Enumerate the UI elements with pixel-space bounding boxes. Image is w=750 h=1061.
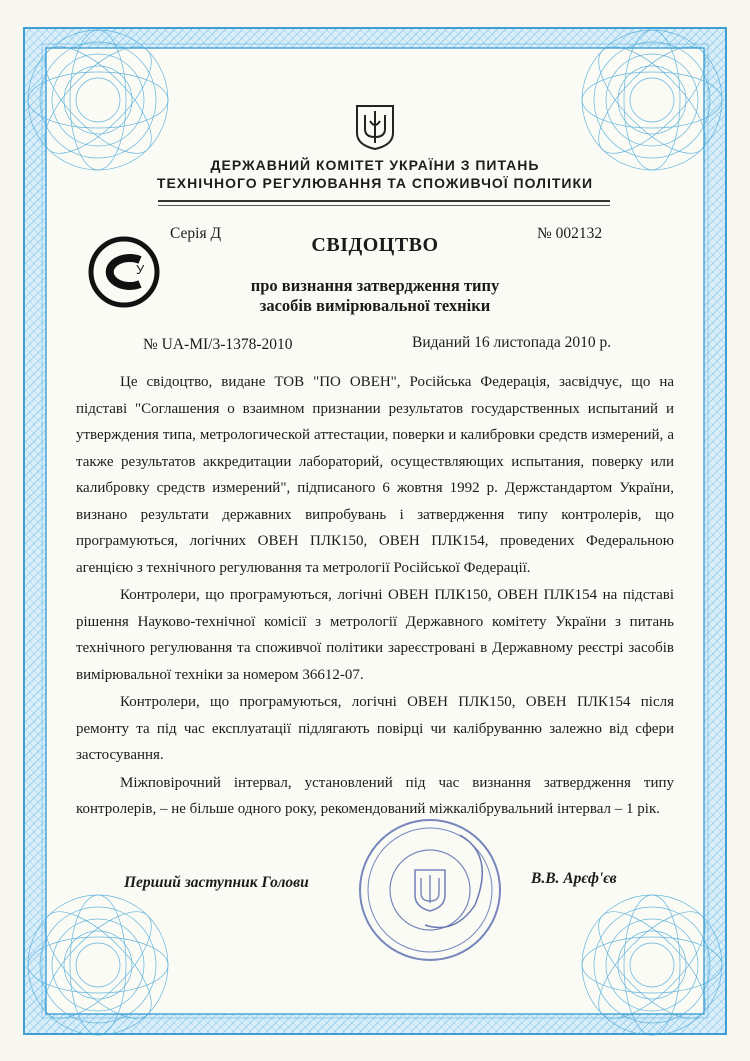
header-line-1: ДЕРЖАВНИЙ КОМІТЕТ УКРАЇНИ З ПИТАНЬ [210,157,540,173]
trident-coat-of-arms-icon [353,103,397,151]
subtitle-line-1: про визнання затвердження типу [250,276,500,295]
certificate-body [76,369,674,823]
paragraph: Це свідоцтво, видане ТОВ "ПО ОВЕН", Російська Федерація, засвідчує, що на підставі "Соглашения о взаимном признании результатов государственных испытаний и утверждения типа, метрологической аттестации, поверки и калибровки средств измерений, а также результатов аккредитации лабораторий, осуществляющих испытания, поверку или калибровку средств измерений", підписаного 6 жовтня 1992 р. Держстандартом України, визнано результати державних випробувань і затвердження типу контролерів, що програмуються, логічних ОВЕН ПЛК150, ОВЕН ПЛК154, проведених Федеральною агенцією з технічного регулювання та метрології Російської Федерації. [76,374,674,576]
header-divider-thin [158,205,610,206]
series-label: Серія Д [170,225,222,242]
header-line-2: ТЕХНІЧНОГО РЕГУЛЮВАННЯ ТА СПОЖИВЧОЇ ПОЛІТИКИ [156,175,594,191]
paragraph: Міжповірочний інтервал, установлений під час визнання затвердження типу контролерів, – не більше одного року, рекомендований міжкалібрувальний інтервал – 1 рік. [76,774,674,817]
subtitle-line-2: засобів вимірювальної техніки [259,296,491,315]
paragraph: Контролери, що програмуються, логічні ОВЕН ПЛК150, ОВЕН ПЛК154 на підставі рішення Науково-технічної комісії з метрології Державного комітету України з питань технічного регулювання та споживчої політики зареєстровані в Державному реєстрі засобів вимірювальної техніки за номером 36612-07. [76,587,674,683]
certificate-number: № 002132 [537,225,603,242]
document-title: СВІДОЦТВО [311,234,439,256]
header-divider [158,200,610,202]
registration-number: № UA-MI/3-1378-2010 [143,336,293,353]
logo-letter: У [136,262,145,277]
paragraph: Контролери, що програмуються, логічні ОВЕН ПЛК150, ОВЕН ПЛК154 після ремонту та під час експлуатації підлягають повірці чи калібруванню залежно від сфери застосування. [76,694,674,763]
signatory-name: В.В. Арєф'єв [531,870,617,887]
signatory-position: Перший заступник Голови [124,874,309,891]
issue-date: Виданий 16 листопада 2010 р. [412,334,612,351]
official-stamp-icon [355,815,505,965]
